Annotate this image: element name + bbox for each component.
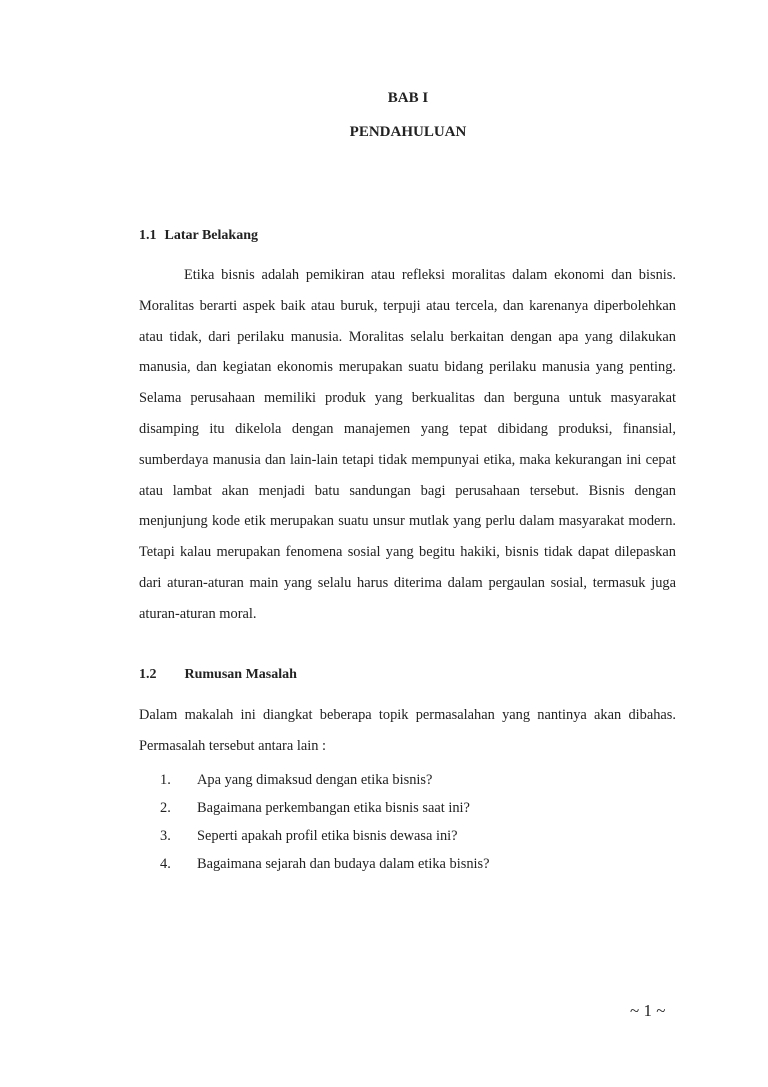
section-number: 1.1 — [139, 228, 157, 243]
list-item — [160, 822, 490, 850]
page-number: ~ 1 ~ — [630, 1001, 666, 1020]
problem-list — [160, 766, 490, 878]
chapter-title: PENDAHULUAN — [349, 124, 467, 140]
section-title: Rumusan Masalah — [184, 667, 297, 682]
list-item-number: 3. — [160, 828, 171, 844]
list-item — [160, 794, 490, 822]
list-item-number: 1. — [160, 772, 171, 788]
section-heading-rumusan-masalah — [139, 667, 297, 683]
section-heading-latar-belakang — [139, 228, 258, 244]
body-paragraph-latar-belakang: Etika bisnis adalah pemikiran atau refleksi moralitas dalam ekonomi dan bisnis. Moralitas berarti aspek baik atau buruk, terpuji atau tercela, dan karenanya diperbolehkan atau tidak, dari perilaku manusia. Moralitas selalu berkaitan dengan apa yang dilakukan manusia, dan kegiatan ekonomis merupakan suatu bidang perilaku manusia yang penting. Selama perusahaan memiliki produk yang berkualitas dan berguna untuk masyarakat disamping itu dikelola dengan manajemen yang tepat dibidang produksi, finansial, sumberdaya manusia dan lain-lain tetapi tidak mempunyai etika, maka kekurangan ini cepat atau lambat akan menjadi batu sandungan bagi perusahaan tersebut. Bisnis dengan menjunjung kode etik merupakan suatu unsur mutlak yang perlu dalam masyarakat modern. Tetapi kalau merupakan fenomena sosial yang begitu hakiki, bisnis tidak dapat dilepaskan dari aturan-aturan main yang selalu harus diterima dalam pergaulan sosial, termasuk juga aturan-aturan moral. — [139, 267, 676, 622]
list-item-text: Seperti apakah profil etika bisnis dewasa ini? — [197, 828, 458, 844]
list-item-text: Bagaimana sejarah dan budaya dalam etika bisnis? — [197, 856, 490, 872]
chapter-label: BAB I — [387, 90, 429, 106]
list-item-text: Bagaimana perkembangan etika bisnis saat ini? — [197, 800, 470, 816]
list-item-text: Apa yang dimaksud dengan etika bisnis? — [197, 772, 433, 788]
section-number: 1.2 — [139, 667, 157, 682]
body-paragraph-rumusan-masalah: Dalam makalah ini diangkat beberapa topik permasalahan yang nantinya akan dibahas. Permasalah tersebut antara lain : — [139, 707, 676, 754]
list-item-number: 2. — [160, 800, 171, 816]
list-item — [160, 766, 490, 794]
list-item — [160, 850, 490, 878]
list-item-number: 4. — [160, 856, 171, 872]
section-title: Latar Belakang — [164, 228, 258, 243]
